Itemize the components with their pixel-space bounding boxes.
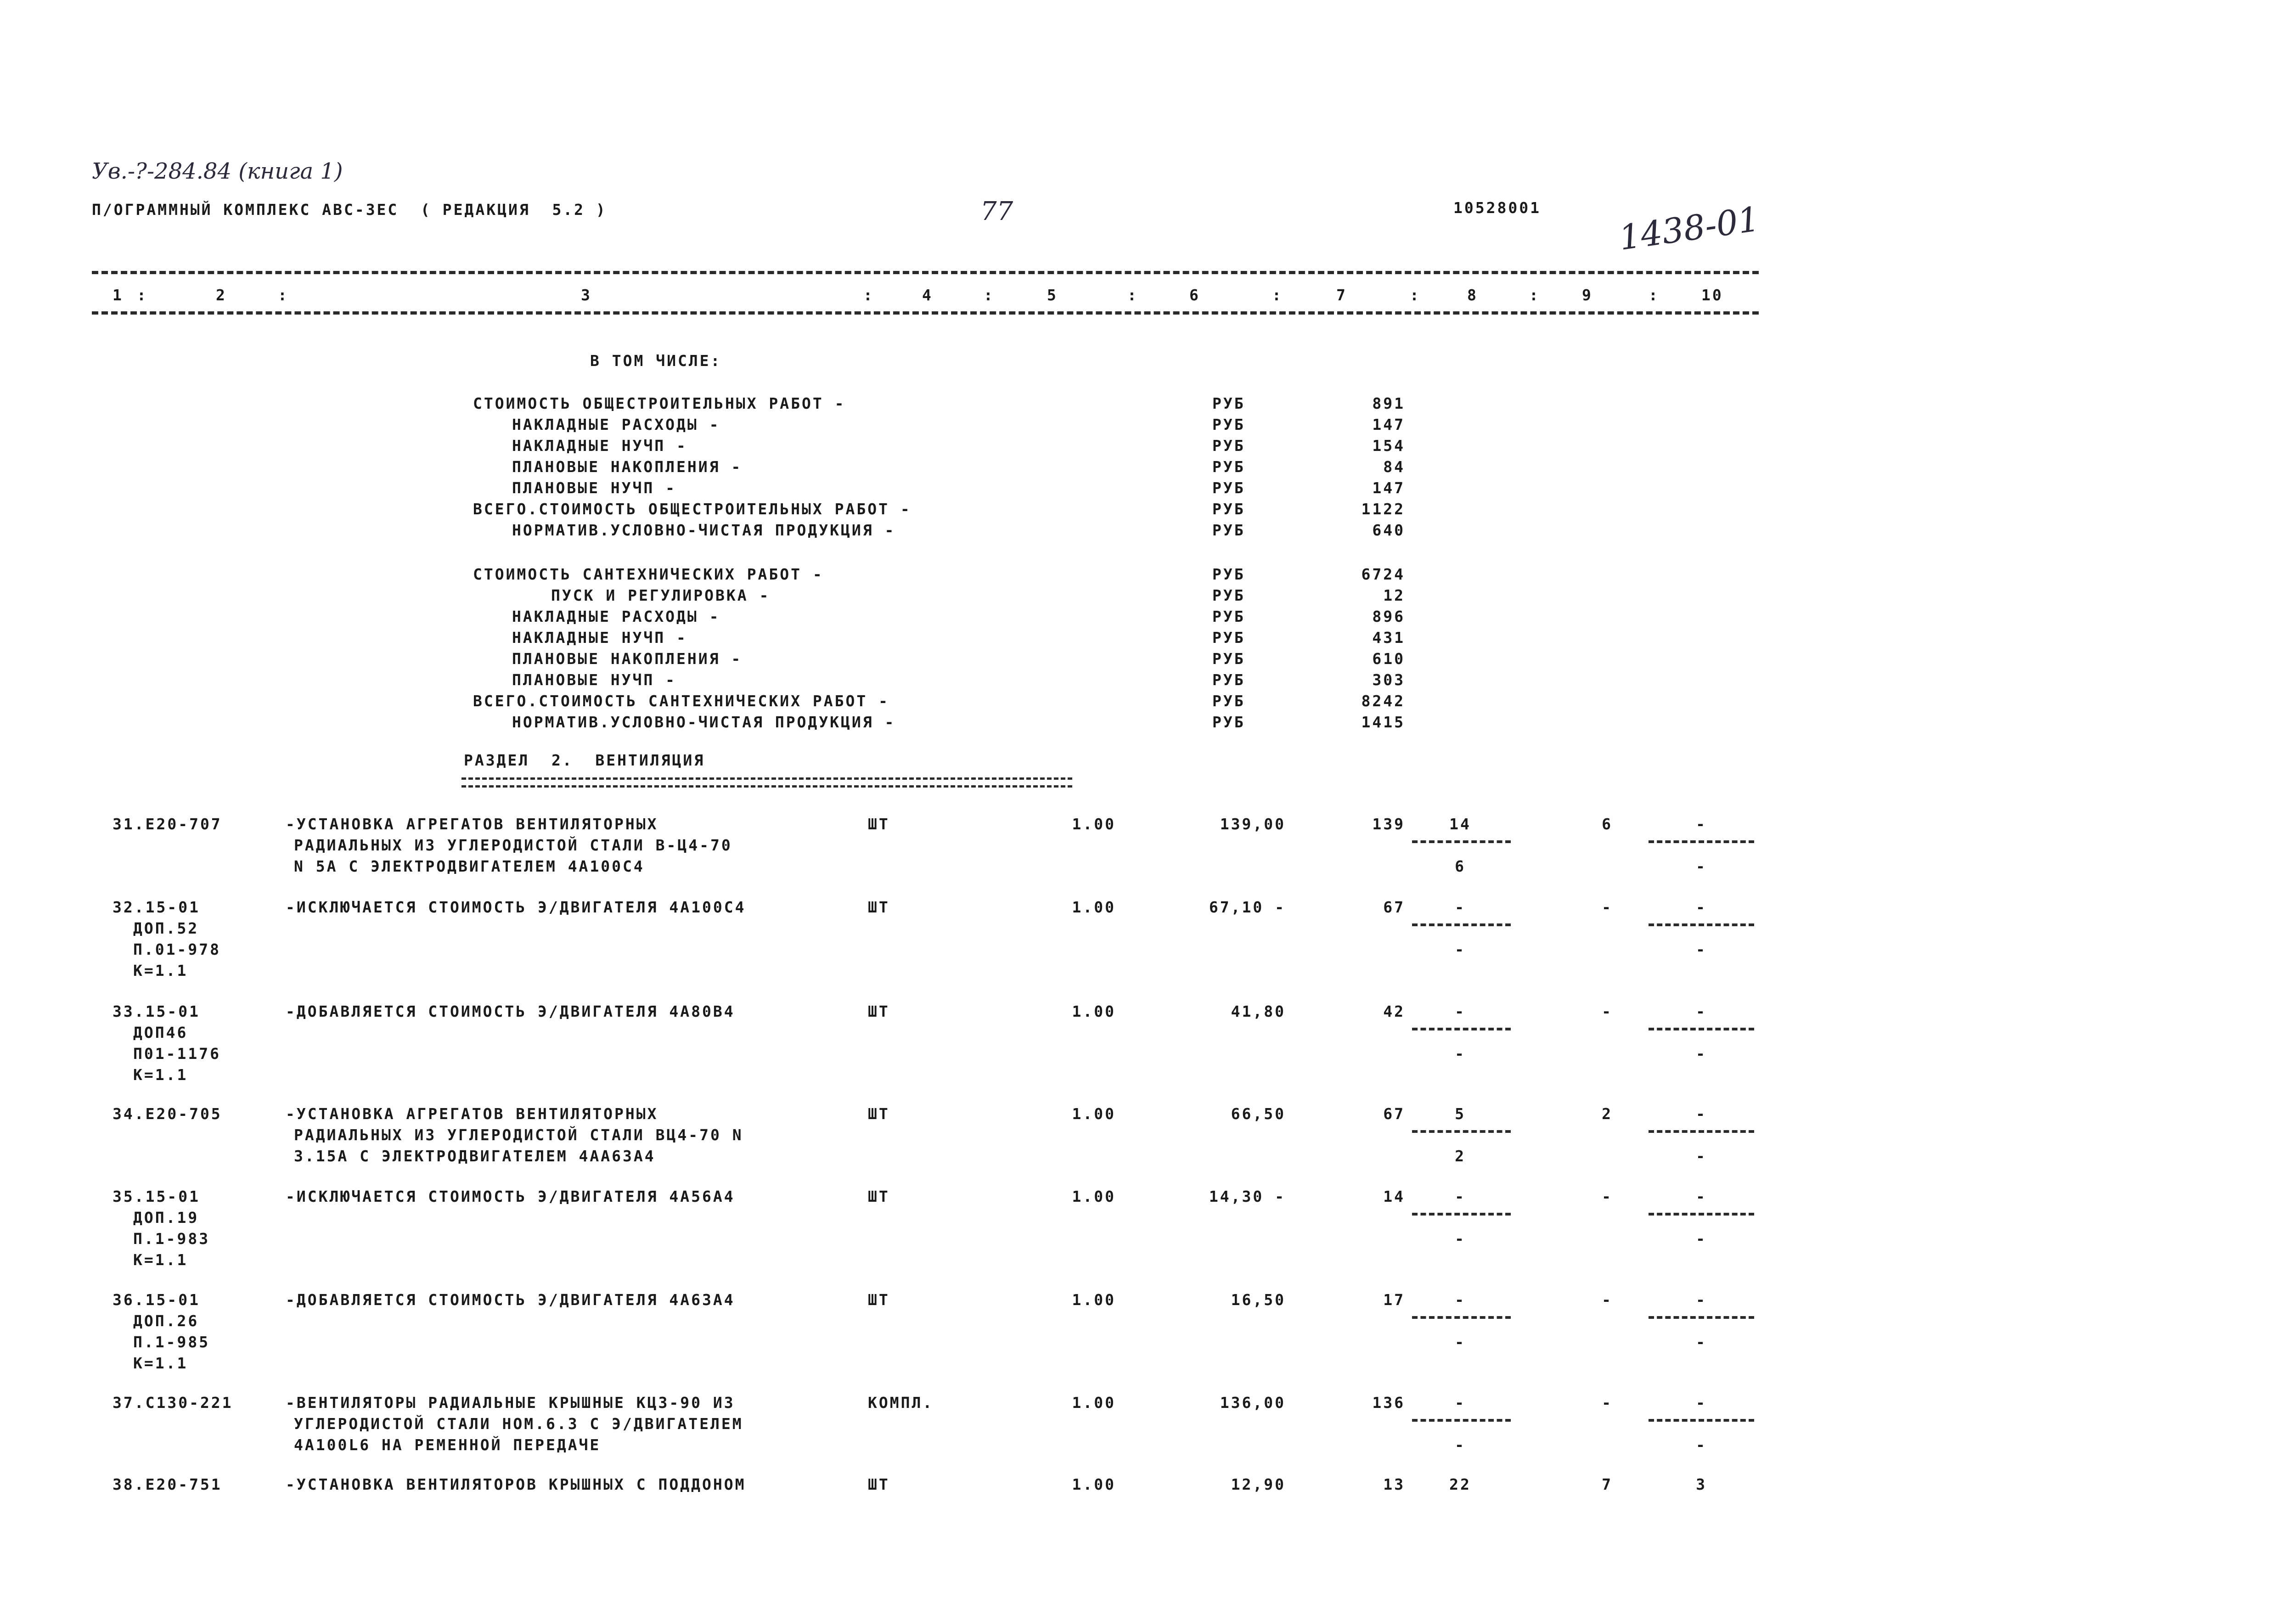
summary-unit: РУБ (1212, 586, 1245, 604)
column-number: 8 (1467, 286, 1478, 304)
position-code-note: К=1.1 (133, 1354, 188, 1372)
summary-label: НАКЛАДНЫЕ РАСХОДЫ - (512, 608, 720, 625)
column-separator: : (1649, 286, 1660, 304)
quantity-cell: 1.00 (1072, 1188, 1116, 1205)
column-8-cell: - (1455, 1394, 1466, 1412)
position-code-note: К=1.1 (133, 1066, 188, 1084)
column-number: 7 (1336, 286, 1347, 304)
column-9-cell: 6 (1602, 815, 1613, 833)
summary-value: 154 (1372, 437, 1405, 455)
summary-label: ВСЕГО.СТОИМОСТЬ САНТЕХНИЧЕСКИХ РАБОТ - (473, 692, 889, 710)
column-10-cell: - (1696, 1105, 1707, 1123)
column-10-cell: - (1696, 815, 1707, 833)
column-10-sub-cell: - (1696, 940, 1707, 958)
column-8-sub-cell: - (1455, 1230, 1466, 1248)
column-number: 5 (1047, 286, 1058, 304)
column-separator: : (278, 286, 289, 304)
summary-value: 84 (1383, 458, 1405, 476)
column-10-subrule (1649, 1213, 1754, 1216)
section-double-rule (461, 777, 1072, 788)
handwritten-document-number: 1438-01 (1616, 199, 1762, 258)
total-cost-cell: 14 (1383, 1188, 1405, 1205)
unit-price-cell: 41,80 (1231, 1002, 1286, 1020)
column-10-sub-cell: - (1696, 1230, 1707, 1248)
summary-unit: РУБ (1212, 608, 1245, 625)
unit-cell: ШТ (868, 898, 890, 916)
column-9-cell: - (1602, 1188, 1613, 1205)
position-code-note: П01-1176 (133, 1045, 221, 1063)
total-cost-cell: 42 (1383, 1002, 1405, 1020)
position-code: 34.Е20-705 (113, 1105, 222, 1123)
unit-cell: ШТ (868, 1105, 890, 1123)
total-cost-cell: 17 (1383, 1291, 1405, 1309)
total-cost-cell: 139 (1372, 815, 1405, 833)
column-10-sub-cell: - (1696, 857, 1707, 875)
column-10-subrule (1649, 1130, 1754, 1133)
position-description: УГЛЕРОДИСТОЙ СТАЛИ НОМ.6.3 С Э/ДВИГАТЕЛЕМ (294, 1415, 743, 1433)
column-9-cell: - (1602, 1394, 1613, 1412)
summary-label: НАКЛАДНЫЕ РАСХОДЫ - (512, 416, 720, 433)
column-10-cell: - (1696, 1394, 1707, 1412)
position-description: -УСТАНОВКА ВЕНТИЛЯТОРОВ КРЫШНЫХ С ПОДДОНОМ (286, 1475, 746, 1493)
position-code: 38.Е20-751 (113, 1475, 222, 1493)
column-8-cell: - (1455, 1188, 1466, 1205)
position-code: 32.15-01 (113, 898, 200, 916)
position-description: -ИСКЛЮЧАЕТСЯ СТОИМОСТЬ Э/ДВИГАТЕЛЯ 4А56А4 (286, 1188, 735, 1205)
column-10-subrule (1649, 1316, 1754, 1319)
column-9-cell: 7 (1602, 1475, 1613, 1493)
summary-value: 12 (1383, 586, 1405, 604)
summary-unit: РУБ (1212, 650, 1245, 668)
total-cost-cell: 136 (1372, 1394, 1405, 1412)
quantity-cell: 1.00 (1072, 1002, 1116, 1020)
summary-label: ПЛАНОВЫЕ НУЧП - (512, 479, 677, 497)
unit-price-cell: 14,30 - (1209, 1188, 1286, 1205)
summary-label: НАКЛАДНЫЕ НУЧП - (512, 437, 687, 455)
unit-price-cell: 139,00 (1220, 815, 1286, 833)
summary-unit: РУБ (1212, 416, 1245, 433)
position-description: 3.15А С ЭЛЕКТРОДВИГАТЕЛЕМ 4АА63А4 (294, 1147, 656, 1165)
column-number: 1 (113, 286, 124, 304)
column-separator: : (1127, 286, 1138, 304)
column-8-cell: - (1455, 898, 1466, 916)
column-separator: : (1272, 286, 1283, 304)
column-8-sub-cell: - (1455, 1333, 1466, 1351)
column-9-cell: - (1602, 898, 1613, 916)
column-10-cell: - (1696, 1188, 1707, 1205)
summary-value: 8242 (1361, 692, 1405, 710)
column-number: 10 (1701, 286, 1723, 304)
column-8-cell: - (1455, 1291, 1466, 1309)
summary-unit: РУБ (1212, 521, 1245, 539)
position-description: N 5А С ЭЛЕКТРОДВИГАТЕЛЕМ 4А100С4 (294, 857, 645, 875)
summary-unit: РУБ (1212, 629, 1245, 647)
unit-price-cell: 12,90 (1231, 1475, 1286, 1493)
handwritten-book-code: Ув.-?-284.84 (книга 1) (92, 158, 343, 184)
in-total-heading: В ТОМ ЧИСЛЕ: (590, 352, 722, 370)
column-10-subrule (1649, 1419, 1754, 1422)
summary-label: НОРМАТИВ.УСЛОВНО-ЧИСТАЯ ПРОДУКЦИЯ - (512, 521, 896, 539)
position-code-note: К=1.1 (133, 962, 188, 979)
unit-cell: ШТ (868, 1291, 890, 1309)
column-8-cell: 5 (1455, 1105, 1466, 1123)
quantity-cell: 1.00 (1072, 1105, 1116, 1123)
column-8-sub-cell: - (1455, 1045, 1466, 1063)
summary-unit: РУБ (1212, 671, 1245, 689)
summary-value: 610 (1372, 650, 1405, 668)
unit-price-cell: 136,00 (1220, 1394, 1286, 1412)
column-number: 4 (922, 286, 933, 304)
summary-unit: РУБ (1212, 394, 1245, 412)
column-10-subrule (1649, 923, 1754, 926)
summary-value: 1122 (1361, 500, 1405, 518)
summary-label: ВСЕГО.СТОИМОСТЬ ОБЩЕСТРОИТЕЛЬНЫХ РАБОТ - (473, 500, 912, 518)
position-description: -УСТАНОВКА АГРЕГАТОВ ВЕНТИЛЯТОРНЫХ (286, 815, 658, 833)
unit-cell: ШТ (868, 815, 890, 833)
summary-unit: РУБ (1212, 713, 1245, 731)
position-code: 35.15-01 (113, 1188, 200, 1205)
column-8-subrule (1412, 1028, 1511, 1030)
column-separator: : (1529, 286, 1540, 304)
column-number: 9 (1582, 286, 1593, 304)
column-number: 3 (581, 286, 592, 304)
summary-value: 147 (1372, 416, 1405, 433)
section-title: РАЗДЕЛ 2. ВЕНТИЛЯЦИЯ (464, 751, 705, 769)
document-code: 10528001 (1453, 199, 1541, 217)
column-10-subrule (1649, 840, 1754, 843)
summary-label: НАКЛАДНЫЕ НУЧП - (512, 629, 687, 647)
column-10-cell: - (1696, 1291, 1707, 1309)
column-8-sub-cell: 6 (1455, 857, 1466, 875)
unit-cell: ШТ (868, 1188, 890, 1205)
position-description: РАДИАЛЬНЫХ ИЗ УГЛЕРОДИСТОЙ СТАЛИ В-Ц4-70 (294, 836, 732, 854)
quantity-cell: 1.00 (1072, 1475, 1116, 1493)
position-code: 31.Е20-707 (113, 815, 222, 833)
column-10-sub-cell: - (1696, 1333, 1707, 1351)
position-code-note: П.1-985 (133, 1333, 210, 1351)
summary-value: 640 (1372, 521, 1405, 539)
summary-unit: РУБ (1212, 479, 1245, 497)
position-code: 33.15-01 (113, 1002, 200, 1020)
column-8-sub-cell: 2 (1455, 1147, 1466, 1165)
position-description: -УСТАНОВКА АГРЕГАТОВ ВЕНТИЛЯТОРНЫХ (286, 1105, 658, 1123)
column-separator: : (137, 286, 148, 304)
column-10-subrule (1649, 1028, 1754, 1030)
summary-value: 1415 (1361, 713, 1405, 731)
position-description: -ДОБАВЛЯЕТСЯ СТОИМОСТЬ Э/ДВИГАТЕЛЯ 4А80В4 (286, 1002, 735, 1020)
column-10-cell: - (1696, 1002, 1707, 1020)
column-10-sub-cell: - (1696, 1436, 1707, 1454)
quantity-cell: 1.00 (1072, 815, 1116, 833)
position-description: -ИСКЛЮЧАЕТСЯ СТОИМОСТЬ Э/ДВИГАТЕЛЯ 4А100С4 (286, 898, 746, 916)
column-separator: : (863, 286, 874, 304)
position-code-note: К=1.1 (133, 1251, 188, 1269)
column-8-subrule (1412, 1213, 1511, 1216)
summary-unit: РУБ (1212, 458, 1245, 476)
column-9-cell: - (1602, 1291, 1613, 1309)
position-code-note: П.01-978 (133, 940, 221, 958)
total-cost-cell: 13 (1383, 1475, 1405, 1493)
column-8-subrule (1412, 1130, 1511, 1133)
column-8-cell: - (1455, 1002, 1466, 1020)
column-8-subrule (1412, 840, 1511, 843)
quantity-cell: 1.00 (1072, 898, 1116, 916)
position-code: 36.15-01 (113, 1291, 200, 1309)
summary-label: СТОИМОСТЬ САНТЕХНИЧЕСКИХ РАБОТ - (473, 565, 824, 583)
position-code-note: ДОП.26 (133, 1312, 199, 1330)
column-number: 2 (216, 286, 227, 304)
unit-cell: ШТ (868, 1002, 890, 1020)
summary-label: СТОИМОСТЬ ОБЩЕСТРОИТЕЛЬНЫХ РАБОТ - (473, 394, 846, 412)
column-8-subrule (1412, 1419, 1511, 1422)
unit-price-cell: 67,10 - (1209, 898, 1286, 916)
summary-value: 896 (1372, 608, 1405, 625)
column-9-cell: - (1602, 1002, 1613, 1020)
summary-value: 147 (1372, 479, 1405, 497)
summary-label: ПЛАНОВЫЕ НУЧП - (512, 671, 677, 689)
column-separator: : (1410, 286, 1421, 304)
unit-cell: ШТ (868, 1475, 890, 1493)
column-9-cell: 2 (1602, 1105, 1613, 1123)
summary-unit: РУБ (1212, 500, 1245, 518)
column-number: 6 (1189, 286, 1200, 304)
position-code-note: П.1-983 (133, 1230, 210, 1248)
column-8-cell: 22 (1449, 1475, 1471, 1493)
unit-cell: КОМПЛ. (868, 1394, 934, 1412)
program-title: П/ОГРАММНЫЙ КОМПЛЕКС АВС-ЗЕС ( РЕДАКЦИЯ 5.2 ) (92, 201, 607, 219)
column-8-sub-cell: - (1455, 940, 1466, 958)
quantity-cell: 1.00 (1072, 1394, 1116, 1412)
summary-label: НОРМАТИВ.УСЛОВНО-ЧИСТАЯ ПРОДУКЦИЯ - (512, 713, 896, 731)
column-separator: : (984, 286, 995, 304)
quantity-cell: 1.00 (1072, 1291, 1116, 1309)
column-10-cell: 3 (1696, 1475, 1707, 1493)
summary-label: ПЛАНОВЫЕ НАКОПЛЕНИЯ - (512, 650, 743, 668)
unit-price-cell: 16,50 (1231, 1291, 1286, 1309)
column-8-subrule (1412, 1316, 1511, 1319)
column-8-subrule (1412, 923, 1511, 926)
column-10-sub-cell: - (1696, 1147, 1707, 1165)
page-number: 77 (980, 197, 1013, 226)
total-cost-cell: 67 (1383, 1105, 1405, 1123)
summary-unit: РУБ (1212, 692, 1245, 710)
position-code-note: ДОП46 (133, 1024, 188, 1041)
summary-label: ПУСК И РЕГУЛИРОВКА - (551, 586, 771, 604)
summary-unit: РУБ (1212, 565, 1245, 583)
column-8-cell: 14 (1449, 815, 1471, 833)
position-code-note: ДОП.52 (133, 919, 199, 937)
position-description: 4А100L6 НА РЕМЕННОЙ ПЕРЕДАЧЕ (294, 1436, 601, 1454)
summary-value: 431 (1372, 629, 1405, 647)
summary-label: ПЛАНОВЫЕ НАКОПЛЕНИЯ - (512, 458, 743, 476)
summary-value: 891 (1372, 394, 1405, 412)
column-10-sub-cell: - (1696, 1045, 1707, 1063)
summary-value: 303 (1372, 671, 1405, 689)
column-8-sub-cell: - (1455, 1436, 1466, 1454)
header-rule-bottom (92, 311, 1759, 315)
column-10-cell: - (1696, 898, 1707, 916)
position-description: -ВЕНТИЛЯТОРЫ РАДИАЛЬНЫЕ КРЫШНЫЕ КЦ3-90 ИЗ (286, 1394, 735, 1412)
position-description: -ДОБАВЛЯЕТСЯ СТОИМОСТЬ Э/ДВИГАТЕЛЯ 4А63А4 (286, 1291, 735, 1309)
position-code-note: ДОП.19 (133, 1209, 199, 1227)
position-description: РАДИАЛЬНЫХ ИЗ УГЛЕРОДИСТОЙ СТАЛИ ВЦ4-70 N (294, 1126, 743, 1144)
summary-unit: РУБ (1212, 437, 1245, 455)
unit-price-cell: 66,50 (1231, 1105, 1286, 1123)
total-cost-cell: 67 (1383, 898, 1405, 916)
header-rule-top (92, 271, 1759, 274)
summary-value: 6724 (1361, 565, 1405, 583)
position-code: 37.С130-221 (113, 1394, 233, 1412)
